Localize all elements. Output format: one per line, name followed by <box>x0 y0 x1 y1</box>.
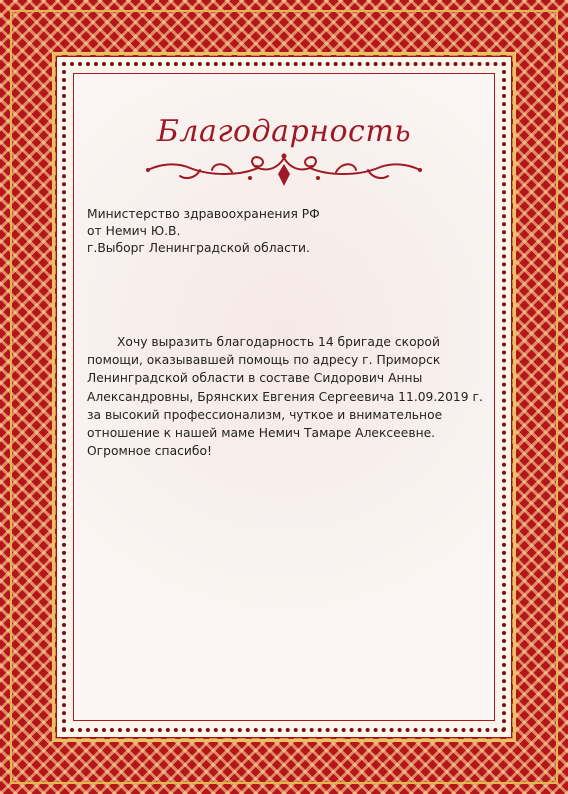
city-line: г.Выборг Ленинградской области. <box>87 241 310 255</box>
sender-line: от Немич Ю.В. <box>87 224 181 238</box>
document-title: Благодарность <box>156 114 412 149</box>
body-line: Хочу выразить благодарность 14 бригаде скорой <box>117 335 440 349</box>
scroll-ornament-icon <box>140 150 428 190</box>
body-line: за высокий профессионализм, чуткое и внимательное <box>87 407 443 422</box>
body-line: Александровны, Брянских Евгения Сергеевича 11.09.2019 г. <box>87 389 483 404</box>
body-line: Ленинградской области в составе Сидорович Анны <box>87 371 423 386</box>
letter-body <box>87 333 487 460</box>
addressee-line: Министерство здравоохранения РФ <box>87 207 320 221</box>
addressee-block <box>87 206 320 257</box>
body-line: помощи, оказывавшей помощь по адресу г. Приморск <box>87 353 441 368</box>
body-line: Огромное спасибо! <box>87 444 212 459</box>
body-line: отношение к нашей маме Немич Тамаре Алексеевне. <box>87 426 436 441</box>
